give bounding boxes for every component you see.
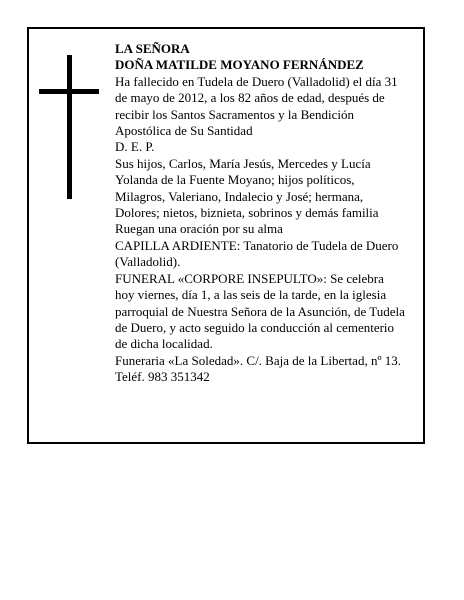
- cross-horizontal-bar: [39, 89, 99, 94]
- notice-title: LA SEÑORA: [115, 41, 190, 56]
- death-announcement: Ha fallecido en Tudela de Duero (Valladolid) el día 31 de mayo de 2012, a los 82 años de edad, después de recibir los Santos Sacramentos y la Bendición Apostólica de Su Santidad: [115, 73, 398, 139]
- family-list: Sus hijos, Carlos, María Jesús, Mercedes y Lucía Yolanda de la Fuente Moyano; hijos políticos, Milagros, Valeriano, Indalecio y José; hermana, Dolores; nietos, biznieta, sobrinos y demás familia: [115, 155, 379, 221]
- funeral-home-info: Funeraria «La Soledad». C/. Baja de la Libertad, nº 13. Teléf. 983 351342: [115, 352, 401, 385]
- rip-line: D. E. P.: [115, 139, 155, 155]
- prayer-request: Ruegan una oración por su alma: [115, 221, 283, 237]
- cross-vertical-bar: [67, 55, 72, 199]
- funeral-info: FUNERAL «CORPORE INSEPULTO»: Se celebra hoy viernes, día 1, a las seis de la tarde, en la iglesia parroquial de Nuestra Señora de la Asunción, de Tudela de Duero, y acto seguido la conducción al cementerio de dicha localidad.: [115, 270, 405, 352]
- obituary-notice: [27, 27, 425, 444]
- obituary-text: [115, 41, 405, 386]
- chapel-info: CAPILLA ARDIENTE: Tanatorio de Tudela de Duero (Valladolid).: [115, 237, 399, 270]
- deceased-name: DOÑA MATILDE MOYANO FERNÁNDEZ: [115, 57, 364, 73]
- cross-icon: [39, 55, 99, 199]
